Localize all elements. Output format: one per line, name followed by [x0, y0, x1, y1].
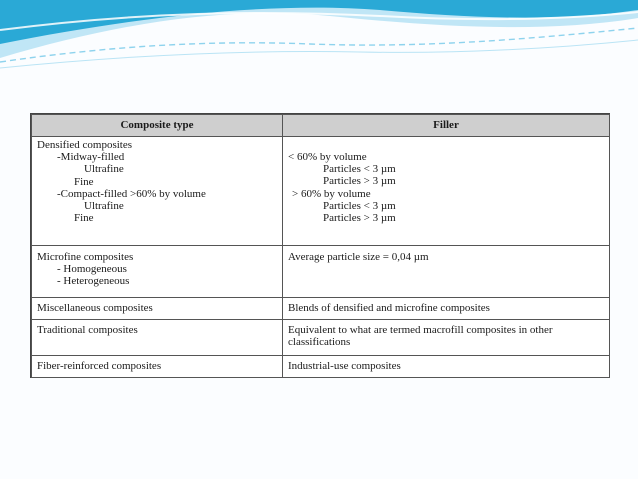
table-row — [32, 298, 610, 320]
type-line: Miscellaneous composites — [37, 302, 153, 315]
composite-type-cell — [32, 320, 283, 356]
filler-line: > 60% by volume — [292, 187, 371, 200]
table-row — [32, 137, 610, 246]
composite-type-cell — [32, 356, 283, 378]
type-line: -Compact-filled >60% by volume — [57, 187, 206, 200]
composite-classification-table — [30, 113, 610, 378]
filler-cell — [283, 246, 610, 298]
composite-type-cell — [32, 246, 283, 298]
type-line: -Midway-filled — [57, 151, 125, 164]
header-wave-decoration — [0, 0, 638, 82]
type-line: Ultrafine — [84, 200, 124, 213]
filler-line: Industrial-use composites — [288, 360, 401, 373]
type-line: Densified composites — [37, 139, 133, 151]
filler-line: Particles > 3 µm — [323, 175, 396, 188]
filler-line: Particles < 3 µm — [323, 163, 396, 176]
type-line: Traditional composites — [37, 324, 138, 336]
type-line: Fine — [74, 212, 94, 225]
filler-line: < 60% by volume — [288, 151, 367, 163]
filler-cell — [283, 298, 610, 320]
table-row — [32, 356, 610, 378]
filler-line: Average particle size = 0,04 µm — [288, 251, 429, 263]
table-row — [32, 320, 610, 356]
composite-type-cell — [32, 137, 283, 246]
header-filler: Filler — [283, 115, 610, 137]
filler-cell — [283, 137, 610, 246]
type-line: Microfine composites — [37, 251, 134, 263]
composite-type-cell — [32, 298, 283, 320]
type-line: Fiber-reinforced composites — [37, 360, 162, 373]
filler-line: Equivalent to what are termed macrofill composites in other classifications — [288, 324, 553, 349]
type-line: - Homogeneous — [57, 263, 127, 276]
type-line: - Heterogeneous — [57, 275, 130, 288]
filler-line: Blends of densified and microfine composites — [288, 302, 490, 315]
filler-cell — [283, 320, 610, 356]
table-row — [32, 246, 610, 298]
type-line: Fine — [74, 175, 94, 188]
filler-cell — [283, 356, 610, 378]
type-line: Ultrafine — [84, 163, 124, 176]
header-composite-type: Composite type — [32, 115, 283, 137]
filler-line: Particles > 3 µm — [323, 212, 396, 225]
filler-line: Particles < 3 µm — [323, 199, 396, 212]
table-header-row — [32, 115, 610, 137]
